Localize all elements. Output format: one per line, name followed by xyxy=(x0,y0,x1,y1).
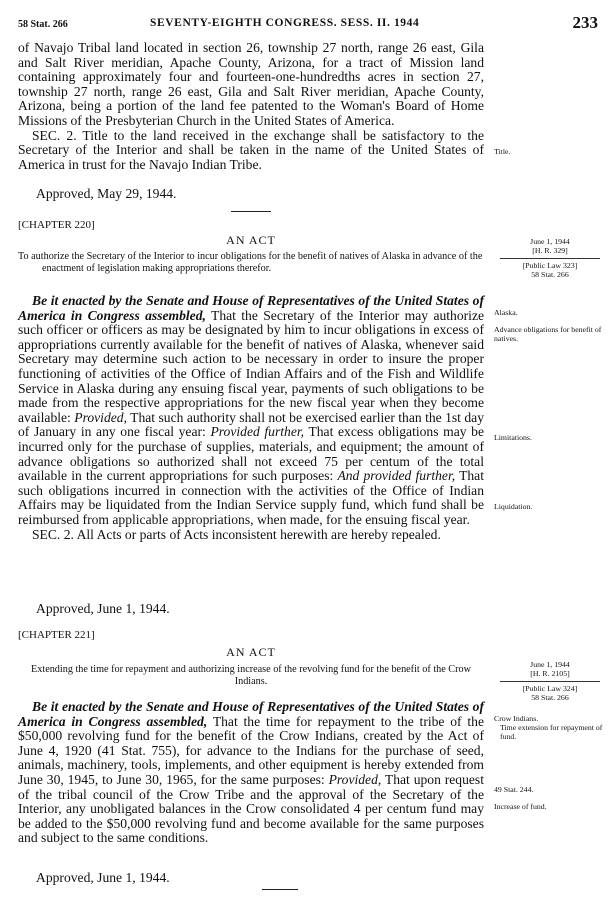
margin-limitations xyxy=(494,433,606,442)
body-part: That such obligations incurred in connection with the activities of the Office of Indian Affairs may be liquidated from the Indian Service supply fund, which fund shall be reimbursed from applicable appropriations, when made, for the ensuing fiscal year. xyxy=(18,468,484,527)
enacting-clause: Be it enacted by the Senate and House of Representatives of the United States of America in Congress assembled, xyxy=(18,293,484,323)
margin-rule xyxy=(500,258,600,259)
proviso: Provided further, xyxy=(210,424,305,440)
chapter-220-heading: [CHAPTER 220] xyxy=(18,219,95,231)
chapter-220-text xyxy=(18,294,484,528)
body-part: That upon request of the tribal council of the Crow Tribe and the approval of the Secretary of the Interior, any unobligated balances in the Crow consolidated 4 per centum fund may be added to the $50,000 revolving fund and become available for the same purposes and subject to the same conditions. xyxy=(18,771,485,846)
continued-section xyxy=(18,41,484,172)
chapter-221-margin-box xyxy=(494,660,606,702)
margin-hr: [H. R. 329] xyxy=(532,246,568,255)
margin-liquidation xyxy=(494,502,606,511)
chapter-221-purpose-text: Extending the time for repayment and authorizing increase of the revolving fund for the benefit of the Crow Indians. xyxy=(31,664,471,687)
body-part: That the Secretary of the Interior may authorize such officer or officers as may be designated by him to incur obligations in excess of appropriations currently available for the benefit of natives of Alaska, whenever said Secretary may determine such action to be necessary in order to insure the proper functioning of activities of the Office of Indian Affairs and of the Fish and Wildlife Service in Alaska during any ensuing fiscal year, payments of such obligations to be made from the respective appropriations for the new fiscal year when they become available: xyxy=(18,307,485,425)
margin-title: Title. xyxy=(494,147,511,156)
chapter-220-act-caption: AN ACT xyxy=(226,233,276,247)
margin-49-stat xyxy=(494,785,606,794)
continued-paragraph: of Navajo Tribal land located in section 26, township 27 north, range 26 east, Gila and Salt River meridian, Apache County, Arizona, for a tract of Mission land containing approximately four and fourteen-one-hundredths acres in section 27, township 27 north, range 26 east, Gila and Salt River meridian, Apache County, Arizona, being a portion of the land fee patented to the Woman's Board of Home Missions of the Presbyterian Church in the United States of America. xyxy=(18,40,484,128)
margin-increase xyxy=(494,802,606,811)
chapter-221-purpose xyxy=(18,664,484,687)
margin-advance-label: Advance obligations for benefit of natives. xyxy=(494,325,602,343)
divider xyxy=(231,211,271,212)
margin-date: June 1, 1944 xyxy=(530,660,570,669)
section-2-title: SEC. 2. Title to the land received in the exchange shall be satisfactory to the Secretary of the Interior and shall be taken in the name of the United States of America in trust for the Navajo Indian Tribe. xyxy=(18,127,484,172)
chapter-221-body xyxy=(18,700,484,846)
margin-crow-label: Crow Indians. xyxy=(494,714,539,723)
margin-public-law: [Public Law 324] xyxy=(522,684,578,693)
margin-limitations-label: Limitations. xyxy=(494,433,532,442)
divider xyxy=(262,889,298,890)
margin-advance xyxy=(494,325,606,343)
margin-hr: [H. R. 2105] xyxy=(530,669,570,678)
chapter-220-section-2: SEC. 2. All Acts or parts of Acts inconsistent herewith are hereby repealed. xyxy=(32,526,441,542)
margin-crow xyxy=(494,714,606,741)
margin-rule xyxy=(500,681,600,682)
header-stat: 58 Stat. 266 xyxy=(18,19,68,30)
page-number: 233 xyxy=(572,13,598,32)
margin-stat: 58 Stat. 266 xyxy=(531,270,569,279)
margin-alaska xyxy=(494,308,606,317)
proviso: And provided further, xyxy=(337,468,456,484)
margin-stat: 58 Stat. 266 xyxy=(531,693,569,702)
margin-public-law: [Public Law 323] xyxy=(522,261,578,270)
approved-may-29: Approved, May 29, 1944. xyxy=(36,186,177,201)
enacting-clause: Be it enacted by the Senate and House of Representatives of the United States of America in Congress assembled, xyxy=(18,699,484,729)
margin-liquidation-label: Liquidation. xyxy=(494,502,533,511)
margin-49-stat-label: 49 Stat. 244. xyxy=(494,785,534,794)
chapter-221-text xyxy=(18,700,484,846)
body-part: That excess obligations may be incurred only for the purchase of supplies, materials, and equipment; the amount of advance obligations so authorized shall not exceed 75 per centum of the total available in the current appropriations for such purposes: xyxy=(18,424,485,484)
proviso: Provided, xyxy=(328,771,382,787)
chapter-220-body xyxy=(18,294,484,542)
approved-june-1-220: Approved, June 1, 1944. xyxy=(36,601,170,616)
chapter-221-heading: [CHAPTER 221] xyxy=(18,629,95,641)
chapter-220-purpose-text: To authorize the Secretary of the Interior to incur obligations for the benefit of natives of Alaska in advance of the enactment of legislation making appropriations therefor. xyxy=(18,251,483,274)
margin-increase-label: Increase of fund. xyxy=(494,802,547,811)
header-title: SEVENTY-EIGHTH CONGRESS. SESS. II. 1944 xyxy=(150,17,420,29)
approved-june-1-221: Approved, June 1, 1944. xyxy=(36,870,170,885)
margin-alaska-label: Alaska. xyxy=(494,308,518,317)
margin-title-note xyxy=(494,147,606,156)
proviso: Provided, xyxy=(74,409,127,425)
margin-time-ext-label: Time extension for repayment of fund. xyxy=(500,723,603,741)
chapter-221-act-caption: AN ACT xyxy=(226,645,276,659)
margin-date: June 1, 1944 xyxy=(530,237,570,246)
chapter-220-purpose xyxy=(18,251,484,274)
body-part: That such authority shall not be exercised earlier than the 1st day of January in any one fiscal year: xyxy=(18,409,485,440)
chapter-220-margin-box xyxy=(494,237,606,279)
page-header xyxy=(18,15,598,35)
body-part: That the time for repayment to the tribe of the $50,000 revolving fund for the benefit of the Crow Indians, created by the Act of June 4, 1920 (41 Stat. 755), for advance to the Indians for the purchase of seed, animals, machinery, tools, implements, and other equipment is hereby extended from June 30, 1945, to June 30, 1965, for the same purposes: xyxy=(18,713,484,787)
